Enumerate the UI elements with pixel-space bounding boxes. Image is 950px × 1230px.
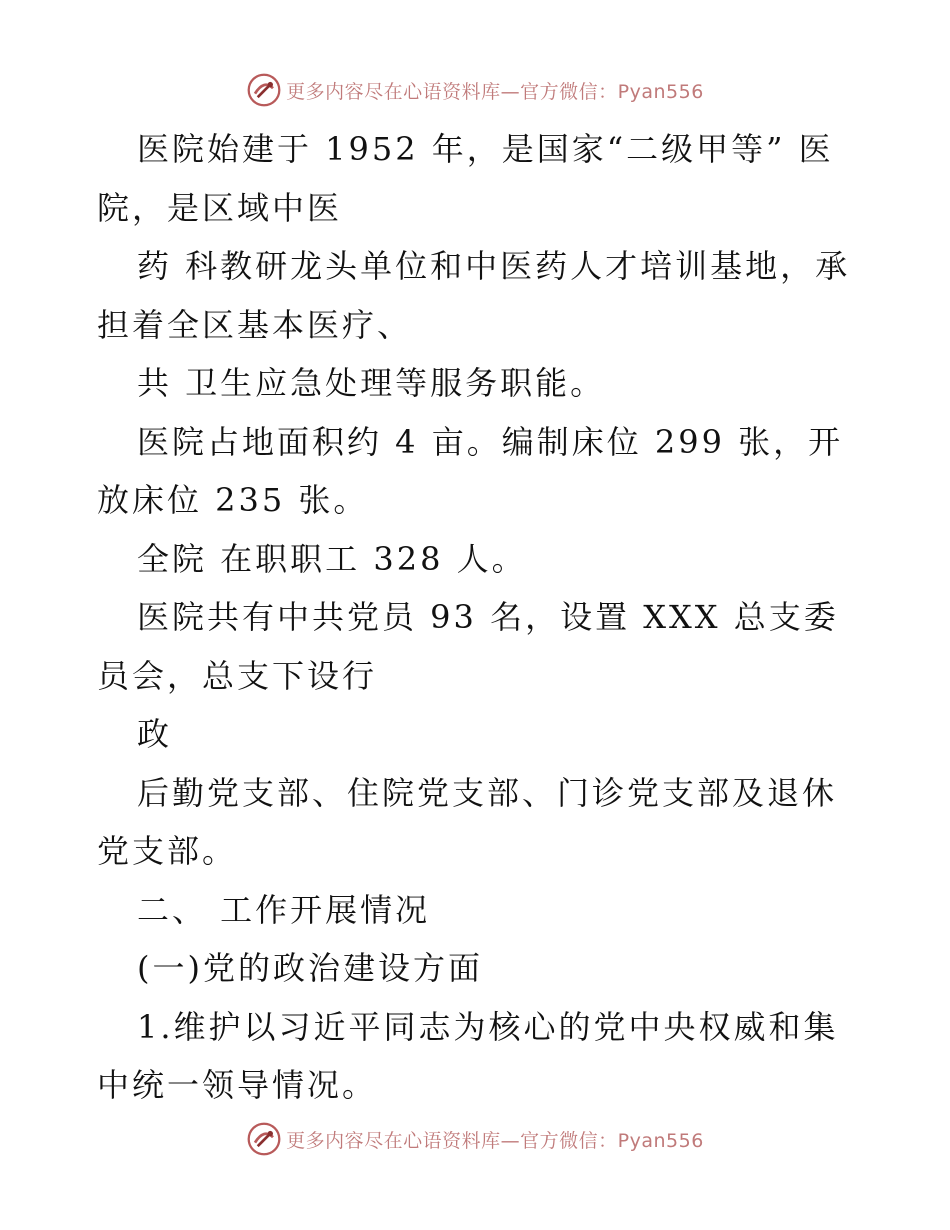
header-watermark-text: 更多内容尽在心语资料库—官方微信：Pyan556: [286, 80, 704, 103]
paragraph-hospital-functions: 药 科教研龙头单位和中医药人才培训基地，承担着全区基本医疗、: [97, 247, 851, 344]
section-heading-work-status: 二、 工作开展情况: [137, 890, 431, 929]
paragraph-party-members: 医院共有中共党员 93 名，设置 XXX 总支委员会，总支下设行: [97, 598, 839, 695]
library-logo-icon: [246, 72, 282, 108]
paragraph-item-1: 1.维护以习近平同志为核心的党中央权威和集中统一领导情况。: [97, 1007, 839, 1104]
paragraph-hospital-area: 医院占地面积约 4 亩。编制床位 299 张，开放床位 235 张。: [97, 422, 844, 519]
paragraph-staff-count: 全院 在职职工 328 人。: [137, 539, 527, 578]
library-logo-icon: [246, 1121, 282, 1157]
footer-watermark-banner: [0, 1119, 950, 1159]
paragraph-party-branches: 后勤党支部、住院党支部、门诊党支部及退休党支部。: [97, 773, 838, 870]
subsection-heading-political-building: (一)党的政治建设方面: [137, 949, 483, 987]
paragraph-admin: 政: [137, 715, 173, 753]
footer-watermark-text: 更多内容尽在心语资料库—官方微信：Pyan556: [286, 1129, 704, 1152]
header-watermark-banner: [0, 70, 950, 110]
paragraph-hospital-founding: 医院始建于 1952 年，是国家“二级甲等” 医院，是区域中医: [97, 130, 834, 227]
document-body: [97, 120, 857, 1115]
paragraph-public-health: 共 卫生应急处理等服务职能。: [137, 364, 606, 402]
